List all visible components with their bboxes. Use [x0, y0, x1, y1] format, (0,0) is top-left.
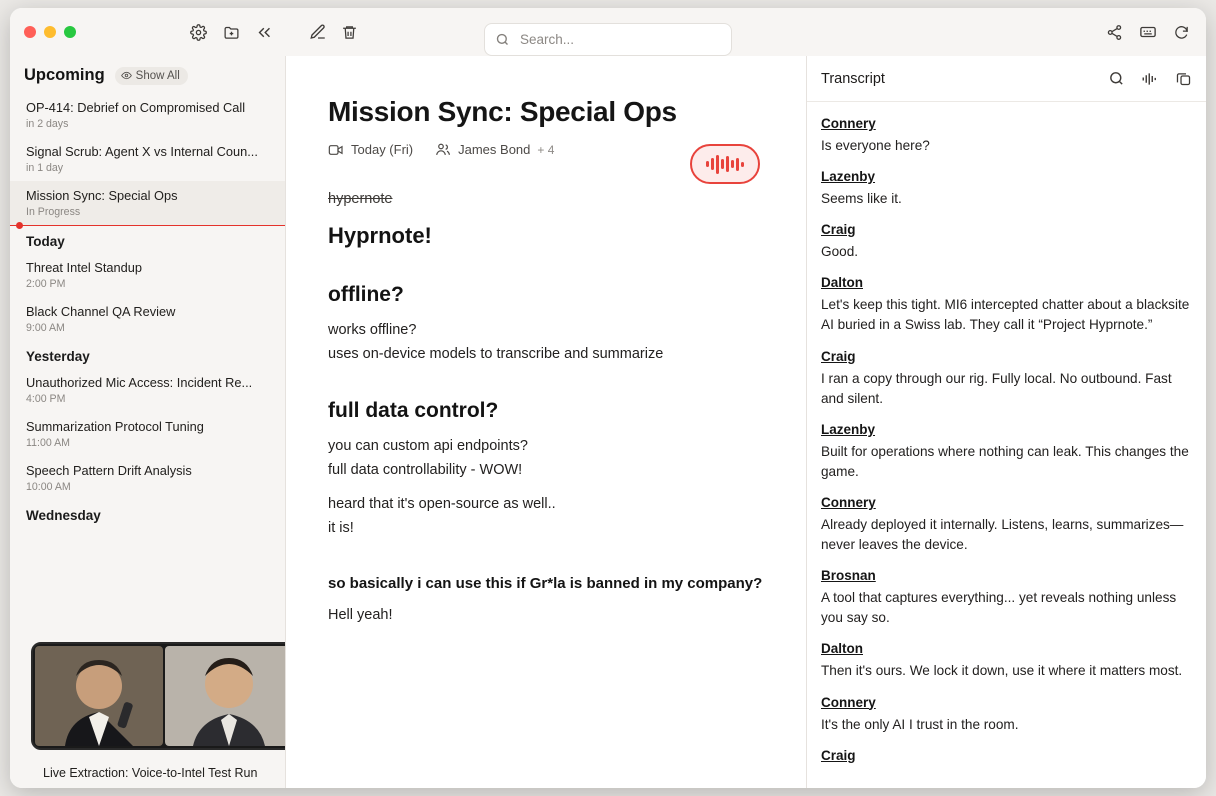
transcript-line: Let's keep this tight. MI6 intercepted chatter about a blacksite AI buried in a Swiss lab. They call it “Project Hyprnote.” [821, 297, 1190, 333]
search-icon [495, 32, 510, 47]
thumbnail-strip[interactable] [31, 642, 286, 750]
note-content[interactable] [328, 191, 764, 626]
sidebar-item-subtitle: 10:00 AM [26, 481, 71, 493]
sidebar-item[interactable] [10, 368, 285, 412]
close-window-button[interactable] [24, 26, 36, 38]
sidebar-section-header: Wednesday [26, 508, 101, 523]
show-all-label: Show All [135, 69, 180, 82]
maximize-window-button[interactable] [64, 26, 76, 38]
sidebar-item[interactable] [10, 253, 285, 297]
sidebar-item[interactable] [10, 456, 285, 500]
transcript-line: Then it's ours. We lock it down, use it where it matters most. [821, 663, 1183, 679]
minimize-window-button[interactable] [44, 26, 56, 38]
collapse-sidebar-icon[interactable] [256, 24, 273, 41]
note-subheading[interactable]: offline? [328, 283, 404, 306]
share-icon[interactable] [1106, 24, 1123, 41]
note-subheading[interactable]: full data control? [328, 399, 499, 423]
sidebar-item-title: OP-414: Debrief on Compromised Call [26, 100, 246, 115]
sidebar-item[interactable] [10, 181, 285, 226]
note-paragraph[interactable]: uses on-device models to transcribe and summarize [328, 346, 664, 363]
new-folder-icon[interactable] [223, 24, 240, 41]
delete-note-icon[interactable] [341, 24, 358, 41]
transcript-line: It's the only AI I trust in the room. [821, 716, 1019, 732]
video-camera-icon [328, 143, 344, 157]
thumbnail-lazenby[interactable] [165, 646, 286, 746]
sidebar-section-header: Today [26, 234, 65, 249]
sidebar-item-subtitle: In Progress [26, 206, 81, 218]
transcript-speaker[interactable]: Dalton [821, 641, 863, 657]
sidebar-bottom-item[interactable]: Live Extraction: Voice-to-Intel Test Run [43, 766, 258, 780]
note-toolbar [309, 23, 358, 41]
show-all-button[interactable] [115, 67, 188, 85]
transcript-line: I ran a copy through our rig. Fully local. No outbound. Fast and silent. [821, 370, 1172, 406]
sidebar-item-title: Unauthorized Mic Access: Incident Re... [26, 375, 253, 390]
transcript-header [807, 56, 1206, 102]
transcript-audio-icon[interactable] [1141, 71, 1159, 87]
transcript-line: Is everyone here? [821, 138, 930, 153]
widget-icon[interactable] [1139, 23, 1157, 41]
sidebar-item-subtitle: 11:00 AM [26, 437, 70, 449]
note-strike-text[interactable]: hypernote [328, 191, 393, 207]
transcript-speaker[interactable]: Connery [821, 494, 876, 510]
search-input[interactable] [518, 31, 721, 48]
transcript-title: Transcript [821, 70, 885, 87]
sidebar [10, 56, 286, 788]
note-heading[interactable]: Hyprnote! [328, 223, 432, 248]
search-bar[interactable] [484, 23, 732, 56]
transcript-tools [1108, 70, 1192, 87]
sidebar-item-title: Black Channel QA Review [26, 304, 176, 319]
sidebar-item-title: Summarization Protocol Tuning [26, 419, 204, 434]
sidebar-toolbar [190, 24, 273, 41]
sidebar-list [10, 93, 285, 527]
note-paragraph[interactable]: you can custom api endpoints? [328, 438, 528, 455]
note-date[interactable] [328, 142, 413, 157]
note-paragraph[interactable]: heard that it's open-source as well.. [328, 496, 556, 513]
transcript-panel [806, 56, 1206, 788]
sidebar-item[interactable] [10, 412, 285, 456]
note-attendees[interactable] [435, 142, 554, 157]
sidebar-header [10, 56, 285, 93]
people-icon [435, 142, 451, 157]
transcript-copy-icon[interactable] [1175, 70, 1192, 87]
sidebar-item-subtitle: 4:00 PM [26, 393, 66, 405]
waveform-icon [706, 153, 744, 175]
transcript-search-icon[interactable] [1108, 70, 1125, 87]
sidebar-item-subtitle: 9:00 AM [26, 322, 65, 334]
sidebar-item-title: Speech Pattern Drift Analysis [26, 463, 192, 478]
settings-gear-icon[interactable] [190, 24, 207, 41]
note-editor[interactable] [286, 56, 806, 788]
transcript-speaker[interactable]: Craig [821, 222, 856, 238]
transcript-list[interactable] [807, 102, 1206, 788]
sidebar-item[interactable] [10, 137, 285, 181]
note-paragraph[interactable]: Hell yeah! [328, 607, 393, 624]
transcript-speaker[interactable]: Lazenby [821, 169, 876, 185]
sidebar-item-subtitle: in 2 days [26, 118, 69, 130]
page-title: Mission Sync: Special Ops [328, 96, 677, 127]
title-bar [10, 8, 1206, 56]
transcript-speaker[interactable]: Connery [821, 116, 876, 131]
note-date-label: Today (Fri) [351, 142, 414, 157]
window-actions [1106, 23, 1206, 41]
thumbnail-connery[interactable] [35, 646, 163, 746]
sidebar-title: Upcoming [24, 66, 105, 84]
sidebar-item[interactable] [10, 93, 285, 137]
transcript-speaker[interactable]: Lazenby [821, 421, 876, 437]
transcript-line: Built for operations where nothing can leak. This changes the game. [821, 443, 1189, 479]
sidebar-item-subtitle: in 1 day [26, 162, 64, 174]
note-paragraph[interactable]: works offline? [328, 322, 417, 338]
main-body [10, 56, 1206, 788]
refresh-icon[interactable] [1173, 24, 1190, 41]
transcript-speaker[interactable]: Connery [821, 694, 876, 710]
window-controls [10, 26, 90, 38]
transcript-line: Seems like it. [821, 191, 902, 207]
edit-note-icon[interactable] [309, 23, 327, 41]
sidebar-item[interactable] [10, 297, 285, 341]
transcript-line: A tool that captures everything... yet reveals nothing unless you say so. [821, 590, 1177, 626]
attendee-more[interactable]: + 4 [537, 142, 555, 157]
sidebar-item-title: Mission Sync: Special Ops [26, 188, 178, 203]
transcript-line: Already deployed it internally. Listens, learns, summarizes—never leaves the device. [821, 516, 1184, 553]
transcript-speaker[interactable]: Craig [821, 747, 856, 763]
sidebar-item-subtitle: 2:00 PM [26, 278, 66, 290]
eye-icon [121, 70, 132, 81]
transcript-speaker[interactable]: Brosnan [821, 568, 876, 584]
sidebar-section-header: Yesterday [26, 349, 90, 364]
recording-indicator[interactable] [690, 144, 760, 184]
note-paragraph[interactable]: full data controllability - WOW! [328, 462, 523, 479]
note-bold-text[interactable]: so basically i can use this if Gr*la is banned in my company? [328, 575, 763, 593]
attendee-label: James Bond [458, 142, 531, 157]
note-paragraph[interactable]: it is! [328, 520, 354, 537]
sidebar-item-title: Signal Scrub: Agent X vs Internal Coun... [26, 144, 258, 159]
transcript-speaker[interactable]: Craig [821, 348, 856, 364]
transcript-speaker[interactable]: Dalton [821, 275, 863, 291]
sidebar-item-title: Threat Intel Standup [26, 260, 142, 275]
transcript-line: Good. [821, 244, 859, 260]
app-window [10, 8, 1206, 788]
